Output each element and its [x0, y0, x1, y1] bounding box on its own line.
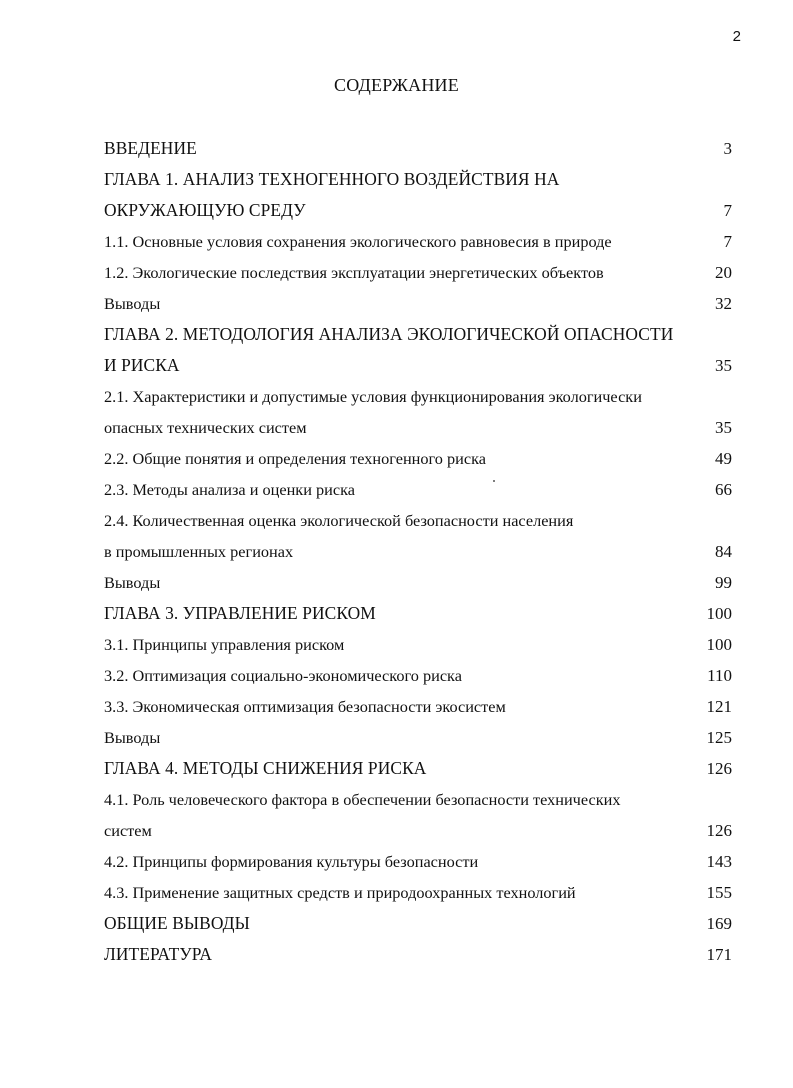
toc-line: [104, 350, 744, 381]
toc-page-number: 143: [706, 852, 732, 871]
toc-page-number: 35: [715, 356, 732, 375]
toc-entry-text: систем: [104, 821, 152, 840]
toc-entry-text: ВВЕДЕНИЕ: [104, 138, 197, 158]
toc-line: [104, 133, 744, 164]
toc-entry-text: 2.4. Количественная оценка экологической безопасности населения: [104, 511, 574, 530]
toc-entry-text: И РИСКА: [104, 355, 180, 375]
toc-line: [104, 536, 744, 567]
toc-entry-text: Выводы: [104, 294, 161, 313]
table-of-contents: [104, 133, 744, 970]
toc-page-number: 7: [723, 232, 732, 251]
toc-entry-text: в промышленных регионах: [104, 542, 294, 561]
toc-entry-text: 1.2. Экологические последствия эксплуатации энергетических объектов: [104, 263, 604, 282]
toc-line: [104, 908, 744, 939]
toc-line: [104, 226, 744, 257]
toc-entry-text: Выводы: [104, 573, 161, 592]
toc-line: [104, 722, 744, 753]
toc-line: [104, 660, 744, 691]
page-title: СОДЕРЖАНИЕ: [334, 75, 459, 95]
toc-page-number: 3: [723, 139, 732, 158]
toc-entry-text: ЛИТЕРАТУРА: [104, 944, 213, 964]
toc-line: [104, 784, 744, 815]
toc-page-number: 171: [706, 945, 732, 964]
toc-entry-text: ОБЩИЕ ВЫВОДЫ: [104, 913, 250, 933]
toc-line: [104, 629, 744, 660]
toc-page-number: 110: [707, 666, 732, 685]
toc-page-number: 35: [715, 418, 732, 437]
toc-entry-text: 2.3. Методы анализа и оценки риска: [104, 480, 355, 499]
toc-line: [104, 412, 744, 443]
toc-line: [104, 195, 744, 226]
toc-page-number: 126: [706, 759, 732, 778]
toc-line: [104, 288, 744, 319]
toc-line: [104, 877, 744, 908]
scan-speck: [493, 480, 495, 482]
toc-entry-text: ГЛАВА 4. МЕТОДЫ СНИЖЕНИЯ РИСКА: [104, 758, 427, 778]
toc-line: [104, 598, 744, 629]
toc-line: [104, 381, 744, 412]
toc-entry-text: ГЛАВА 2. МЕТОДОЛОГИЯ АНАЛИЗА ЭКОЛОГИЧЕСКОЙ ОПАСНОСТИ: [104, 324, 674, 344]
toc-entry-text: 3.2. Оптимизация социально-экономического риска: [104, 666, 462, 685]
toc-line: [104, 474, 744, 505]
toc-page-number: 66: [715, 480, 732, 499]
toc-page-number: 125: [706, 728, 732, 747]
toc-page-number: 20: [715, 263, 732, 282]
toc-page-number: 155: [706, 883, 732, 902]
toc-entry-text: Выводы: [104, 728, 161, 747]
toc-entry-text: 1.1. Основные условия сохранения экологического равновесия в природе: [104, 232, 612, 251]
toc-entry-text: 3.1. Принципы управления риском: [104, 635, 345, 654]
toc-page-number: 121: [706, 697, 732, 716]
toc-line: [104, 257, 744, 288]
toc-entry-text: 2.1. Характеристики и допустимые условия функционирования экологически: [104, 387, 642, 406]
toc-page-number: 7: [723, 201, 732, 220]
toc-entry-text: 4.3. Применение защитных средств и природоохранных технологий: [104, 883, 576, 902]
toc-page-number: 84: [715, 542, 732, 561]
toc-line: [104, 443, 744, 474]
toc-page-number: 169: [706, 914, 732, 933]
toc-page-number: 126: [706, 821, 732, 840]
toc-line: [104, 505, 744, 536]
toc-page-number: 100: [706, 604, 732, 623]
toc-line: [104, 939, 744, 970]
toc-page-number: 100: [706, 635, 732, 654]
toc-line: [104, 846, 744, 877]
toc-line: [104, 164, 744, 195]
toc-line: [104, 319, 744, 350]
toc-line: [104, 691, 744, 722]
toc-entry-text: опасных технических систем: [104, 418, 307, 437]
toc-entry-text: ОКРУЖАЮЩУЮ СРЕДУ: [104, 200, 306, 220]
toc-entry-text: 2.2. Общие понятия и определения техногенного риска: [104, 449, 486, 468]
toc-line: [104, 567, 744, 598]
page-number: 2: [732, 28, 741, 45]
toc-page-number: 32: [715, 294, 732, 313]
toc-entry-text: 4.2. Принципы формирования культуры безопасности: [104, 852, 479, 871]
toc-line: [104, 815, 744, 846]
toc-page-number: 49: [715, 449, 732, 468]
toc-entry-text: 3.3. Экономическая оптимизация безопасности экосистем: [104, 697, 506, 716]
toc-entry-text: ГЛАВА 1. АНАЛИЗ ТЕХНОГЕННОГО ВОЗДЕЙСТВИЯ НА: [104, 169, 560, 189]
toc-line: [104, 753, 744, 784]
toc-page-number: 99: [715, 573, 732, 592]
toc-entry-text: 4.1. Роль человеческого фактора в обеспечении безопасности технических: [104, 790, 621, 809]
toc-entry-text: ГЛАВА 3. УПРАВЛЕНИЕ РИСКОМ: [104, 603, 376, 623]
